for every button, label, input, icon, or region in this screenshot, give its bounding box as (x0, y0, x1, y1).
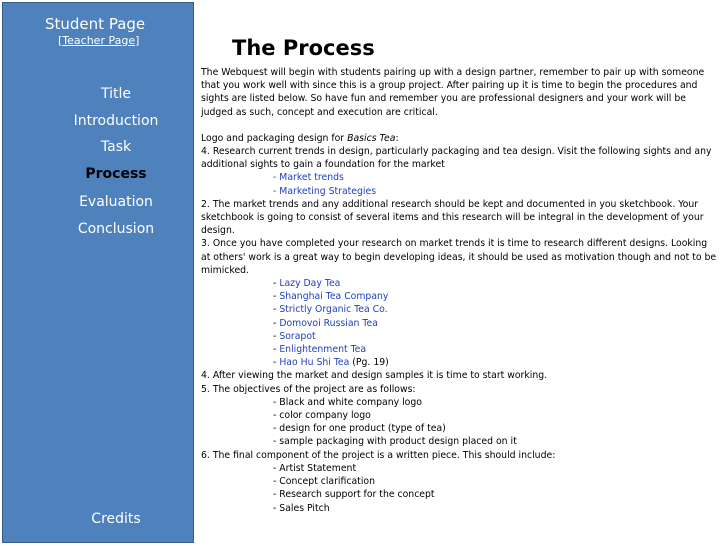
step-2-sketchbook: 2. The market trends and any additional research should be kept and documented in you sketchbook. Your sketchbook is going to consist of several items and this research will be integral in the development of your design. (201, 198, 704, 237)
domovoi-russian-tea-link[interactable]: Domovoi Russian Tea (279, 317, 378, 329)
design-link-row (201, 290, 719, 303)
market-link-row (201, 185, 719, 198)
marketing-strategies-link[interactable]: - Marketing Strategies (273, 185, 377, 197)
dash: - (273, 278, 280, 290)
step-6-written-piece: 6. The final component of the project is a written piece. This should include: (201, 449, 556, 461)
design-link-row (201, 277, 719, 290)
strictly-organic-tea-link[interactable]: Strictly Organic Tea Co. (279, 304, 388, 316)
objective-item: - Black and white company logo (273, 396, 422, 408)
objective-item: - design for one product (type of tea) (273, 423, 446, 435)
written-item: - Concept clarification (273, 476, 375, 488)
hao-hu-shi-tea-link[interactable]: Hao Hu Shi Tea (279, 357, 350, 369)
design-link-row (201, 356, 719, 369)
step-4-start-working: 4. After viewing the market and design samples it is time to start working. (201, 370, 548, 382)
objective-item: - sample packaging with product design placed on it (273, 436, 517, 448)
nav-introduction[interactable]: Introduction (73, 113, 159, 129)
design-link-row (201, 317, 719, 330)
design-suffix: : (395, 132, 399, 144)
nav-task[interactable]: Task (100, 139, 132, 155)
sidebar-header: Student Page (45, 15, 146, 33)
written-item: - Sales Pitch (273, 502, 330, 514)
nav-conclusion[interactable]: Conclusion (77, 221, 155, 237)
nav-process[interactable]: Process (85, 166, 147, 182)
shanghai-tea-company-link[interactable]: Shanghai Tea Company (279, 291, 389, 303)
step-3-designs: 3. Once you have completed your research on market trends it is time to research different designs. Looking at others' work is a great way to begin developing ideas, it should be used as motivation though and not to be mimicked. (201, 238, 717, 276)
dash: - (273, 317, 280, 329)
dash: - (273, 357, 280, 369)
design-heading (201, 132, 719, 145)
nav-evaluation[interactable]: Evaluation (79, 194, 153, 210)
teacher-page-link[interactable]: Teacher Page (62, 34, 136, 47)
sorapot-link[interactable]: Sorapot (279, 330, 316, 342)
step-4-research: 4. Research current trends in design, particularly packaging and tea design. Visit the following sights and any additional sights to gain a foundation for the market (201, 146, 712, 171)
dash: - (273, 344, 280, 356)
written-item: - Research support for the concept (273, 489, 435, 501)
design-product: Basics Tea (347, 132, 396, 144)
design-link-row (201, 343, 719, 356)
enlightenment-tea-link[interactable]: Enlightenment Tea (279, 344, 367, 356)
design-link-row (201, 303, 719, 316)
lazy-day-tea-link[interactable]: Lazy Day Tea (279, 278, 341, 290)
intro-paragraph: The Webquest will begin with students pairing up with a design partner, remember to pair up with someone that you work well with since this is a group project. After pairing up it is time to begin the procedures and sights are listed below. So have fun and remember you are professional designers and your work will be judged as such, concept and execution are critical. (201, 67, 705, 118)
market-trends-link[interactable]: - Market trends (273, 172, 344, 184)
page-reference: (Pg. 19) (349, 357, 389, 369)
dash: - (273, 304, 280, 316)
design-link-row (201, 330, 719, 343)
dash: - (273, 291, 280, 303)
design-prefix: Logo and packaging design for (201, 132, 348, 144)
objective-item: - color company logo (273, 410, 371, 422)
nav-credits[interactable]: Credits (91, 511, 141, 527)
sidebar (2, 2, 194, 543)
teacher-page-link-wrapper: [Teacher Page] (58, 34, 140, 47)
step-5-objectives: 5. The objectives of the project are as follows: (201, 383, 416, 395)
written-item: - Artist Statement (273, 462, 357, 474)
process-content (201, 66, 719, 515)
page-title: The Process (232, 36, 375, 60)
nav-title[interactable]: Title (100, 86, 131, 102)
market-link-row (201, 171, 719, 184)
dash: - (273, 330, 280, 342)
